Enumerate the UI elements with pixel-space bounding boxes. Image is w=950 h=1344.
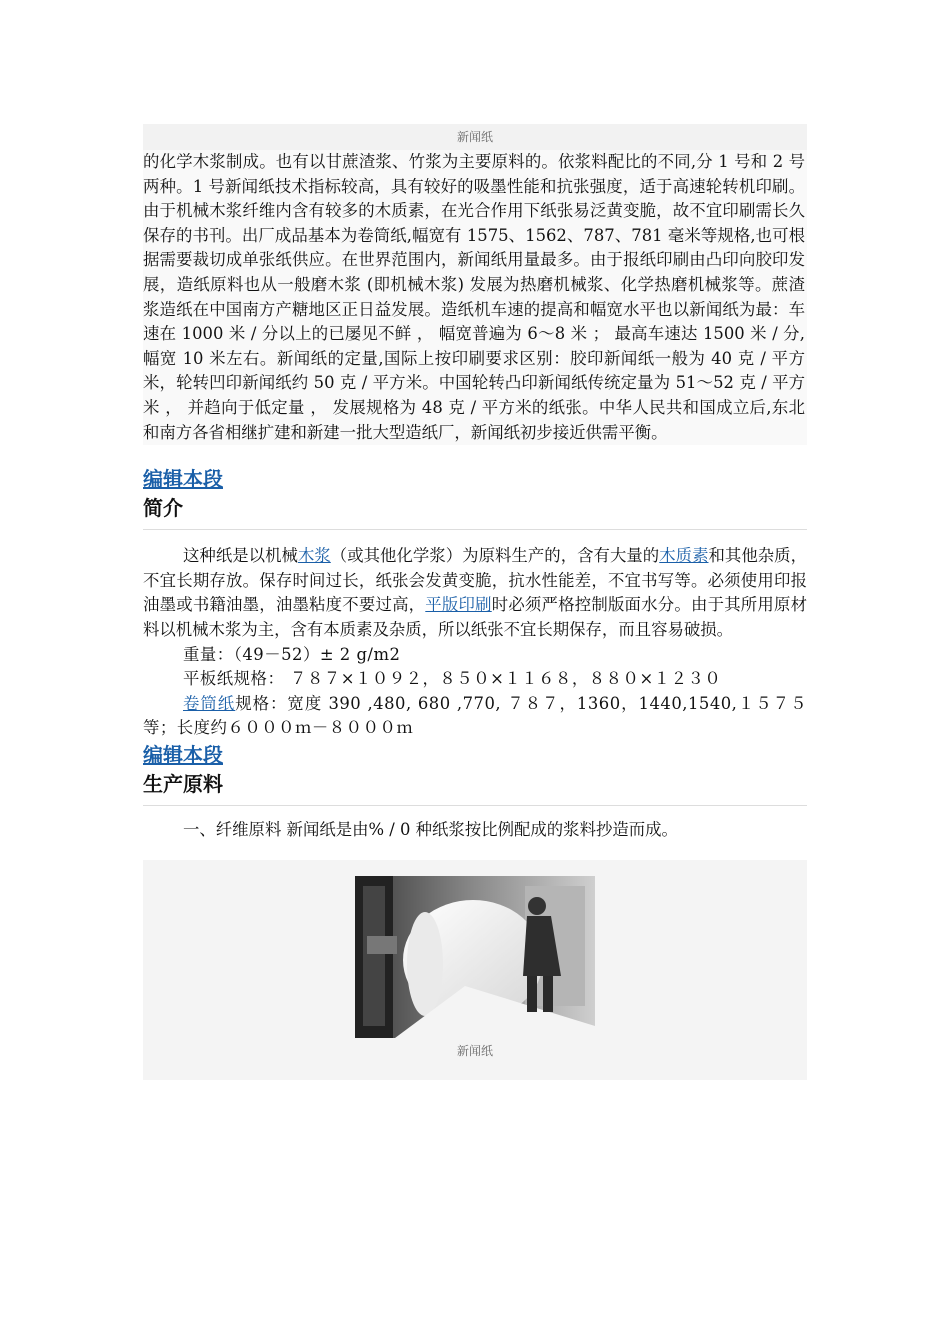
newsprint-roll-photo <box>355 876 595 1038</box>
sheet-spec: 平板纸规格： ７８７×１０９２，８５０×１１６８，８８０×１２３０ <box>183 669 722 689</box>
intro-paragraph: 的化学木浆制成。也有以甘蔗渣浆、竹浆为主要原料的。依浆料配比的不同,分 1 号和 2 号两种。1 号新闻纸技术指标较高，具有较好的吸墨性能和抗张强度，适于高速轮转机印刷。由于机械木浆纤维内含有较多的木质素，在光合作用下纸张易泛黄变脆，故不宜印刷需长久保存的书刊。出厂成品基本为卷筒纸,幅宽有 1575、1562、787、781 毫米等规格,也可根据需要裁切成单张纸供应。在世界范围内，新闻纸用量最多。由于报纸印刷由凸印向胶印发展，造纸原料也从一般磨木浆 (即机械木浆) 发展为热磨机械浆、化学热磨机械浆等。蔗渣浆造纸在中国南方产糖地区正日益发展。造纸机车速的提高和幅宽水平也以新闻纸为最：车速在 1000 米 / 分以上的已屡见不鲜 ， 幅宽普遍为 6～8 米 ； 最高车速达 1500 米 / 分,幅宽 10 米左右。新闻纸的定量,国际上按印刷要求区别：胶印新闻纸一般为 40 克 / 平方米，轮转凹印新闻纸约 50 克 / 平方米。中国轮转凸印新闻纸传统定量为 51～52 克 / 平方米 ， 并趋向于低定量 ， 发展规格为 48 克 / 平方米的纸张。中华人民共和国成立后,东北和南方各省相继扩建和新建一批大型造纸厂，新闻纸初步接近供需平衡。 <box>143 150 807 445</box>
top-image-caption: 新闻纸 <box>143 124 807 150</box>
newsprint-figure <box>143 860 807 1080</box>
article <box>143 124 807 1080</box>
section-title-intro: 简介 <box>143 496 183 521</box>
materials-paragraph: 一、纤维原料 新闻纸是由% / 0 种纸浆按比例配成的浆料抄造而成。 <box>183 819 678 839</box>
edit-section-link-materials[interactable]: 编辑本段 <box>143 742 223 767</box>
link-lignin[interactable]: 木质素 <box>659 546 709 566</box>
figure-caption: 新闻纸 <box>456 1044 493 1059</box>
link-roll-paper[interactable]: 卷筒纸 <box>183 693 236 713</box>
text-run: （或其他化学浆）为原料生产的，含有大量的 <box>330 546 660 566</box>
intro-body-paragraph <box>143 544 807 642</box>
section-title-materials: 生产原料 <box>143 771 223 796</box>
text-run: 时必须严格控制版面水分。由于其所用原材料以机械木浆为主，含有本质素及杂质，所以纸张不宜长期保存，而且容易破损。 <box>143 595 808 639</box>
text-run: 规格：宽度 390 ,480, 680 ,770, ７８７，1360，1440,1540,１５７５等；长度约６０００ｍ－８０００ｍ <box>143 693 808 738</box>
weight-spec: 重量：（49－52）± 2 g/m2 <box>183 644 401 664</box>
text-run: 这种纸是以机械 <box>183 546 298 566</box>
roll-spec <box>143 692 807 741</box>
edit-section-link-intro[interactable]: 编辑本段 <box>143 467 223 492</box>
text-run: 和其他杂质，不宜长期存放。保存时间过长，纸张会发黄变脆，抗水性能差，不宜书写等。必须使用印报油墨或书籍油墨，油墨粘度不要过高， <box>143 546 807 615</box>
link-wood-pulp[interactable]: 木浆 <box>297 546 331 566</box>
link-offset-printing[interactable]: 平版印刷 <box>425 595 492 615</box>
